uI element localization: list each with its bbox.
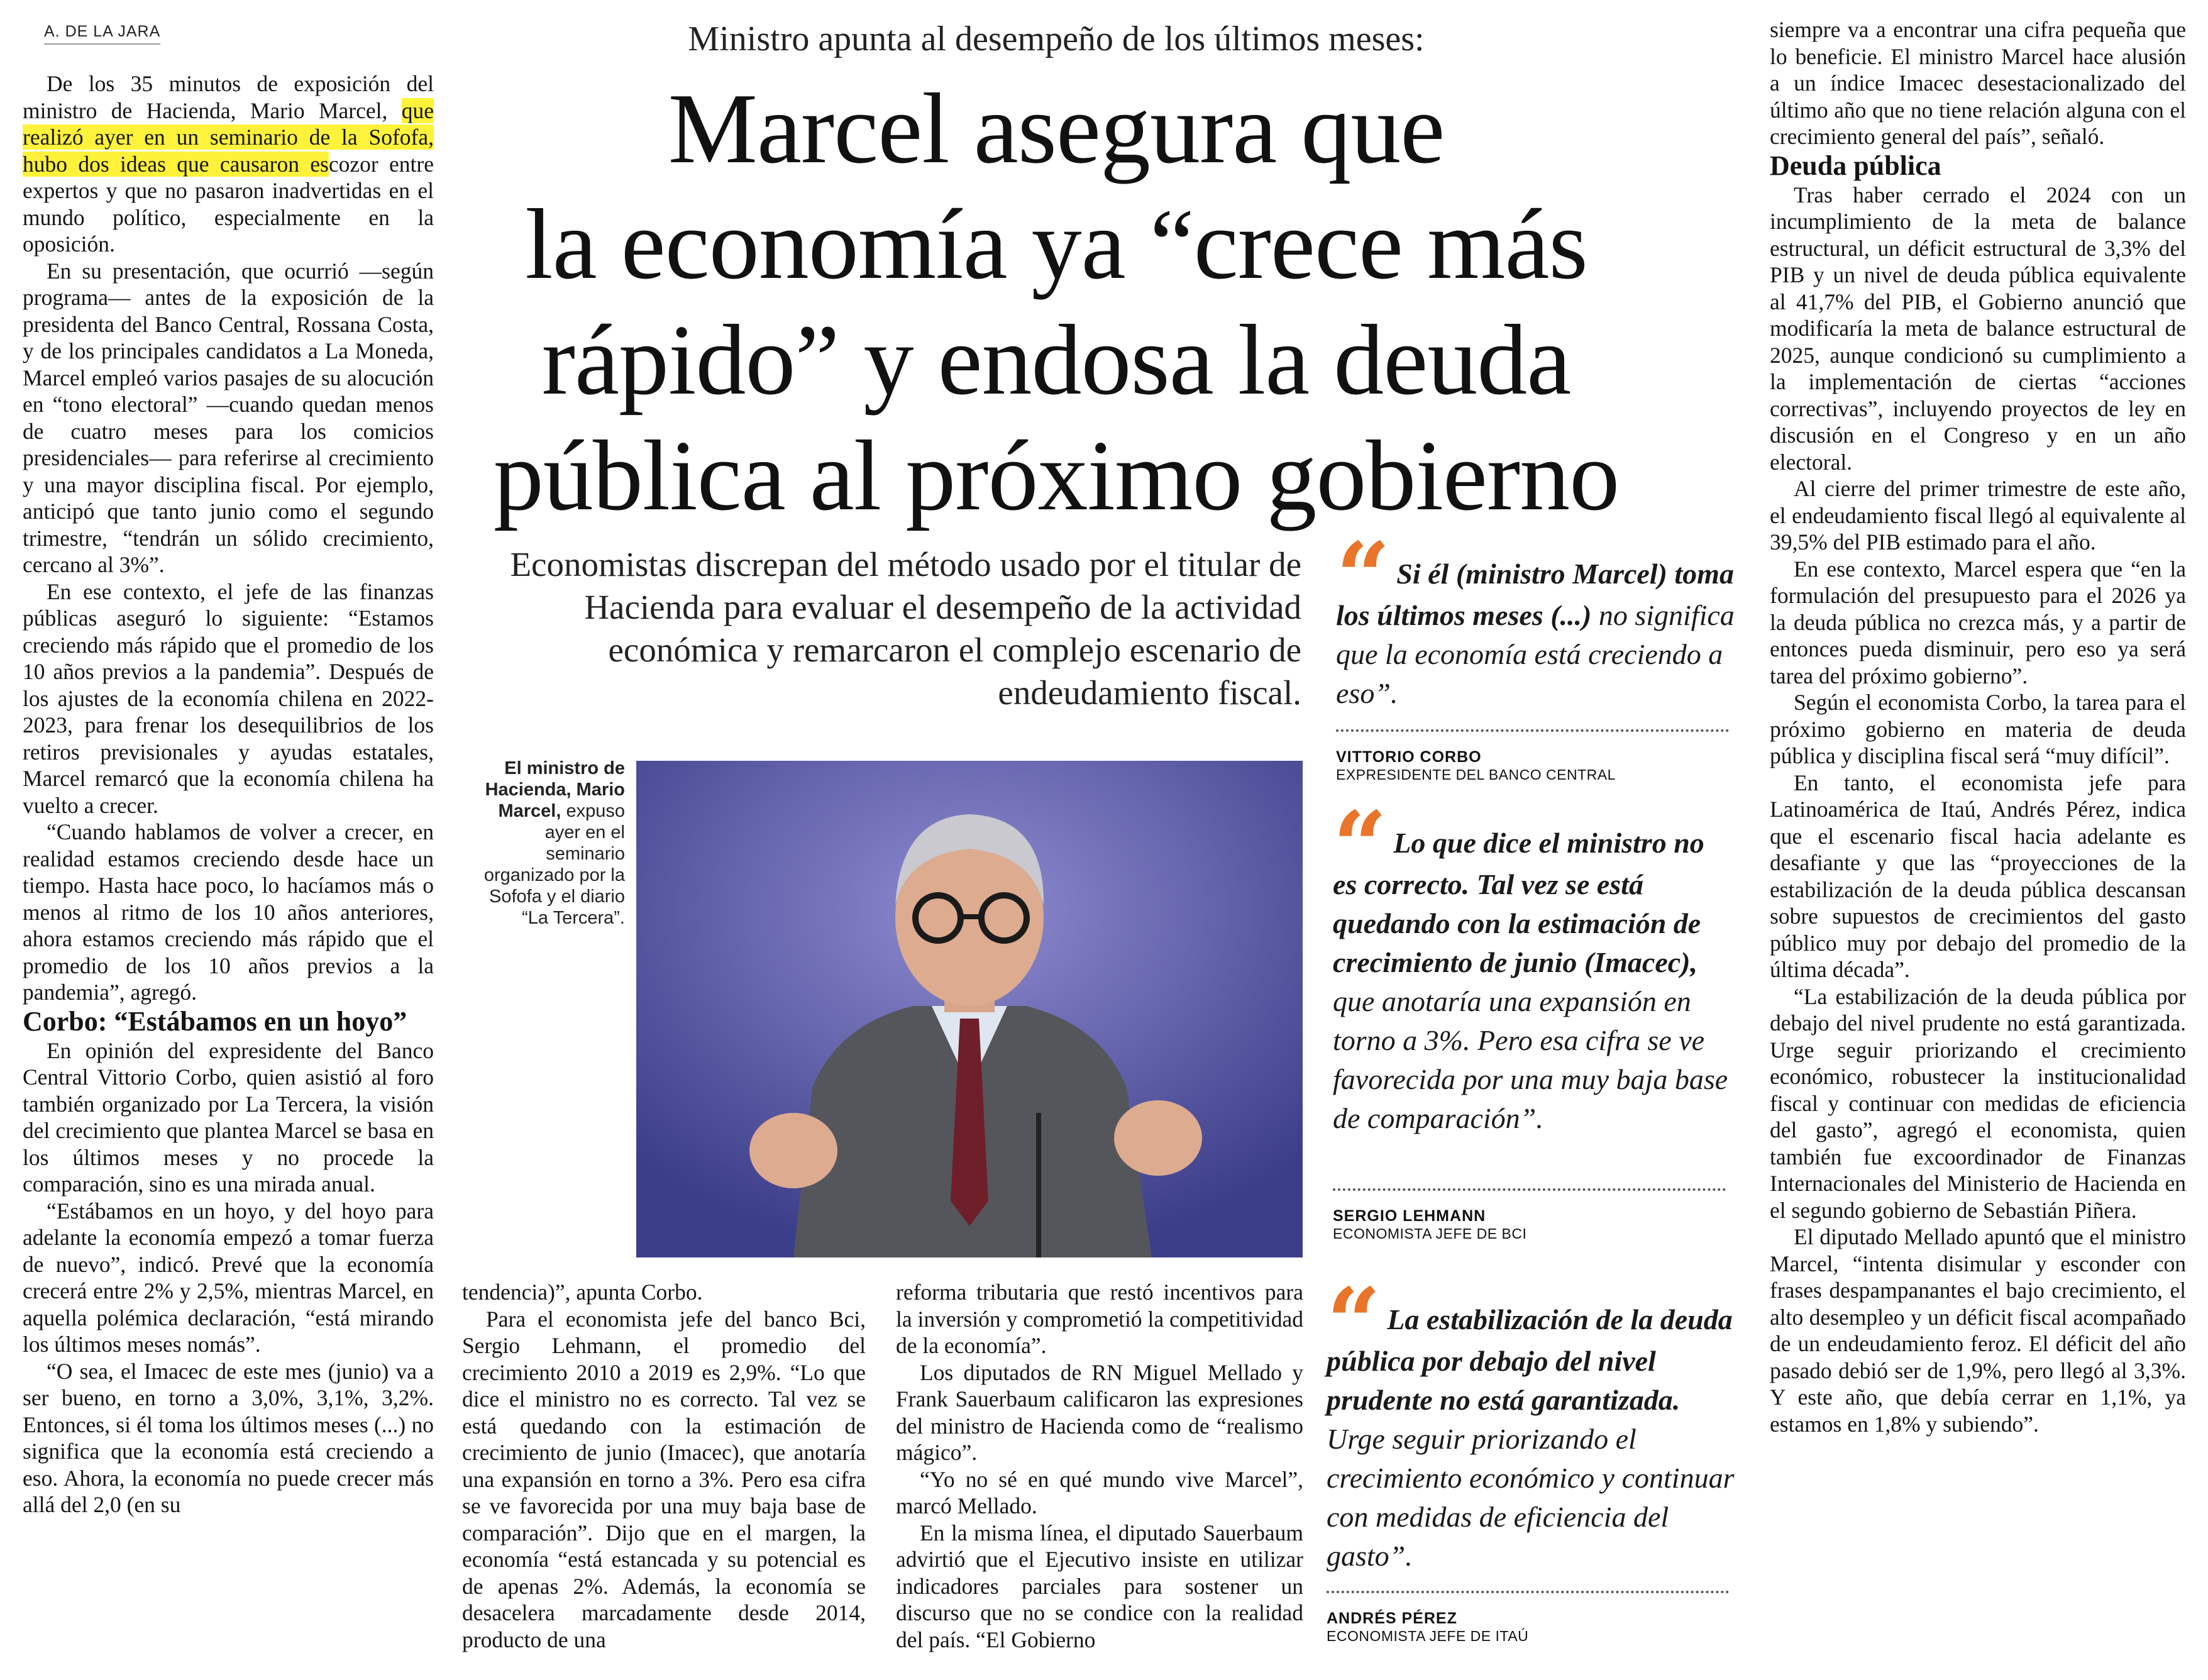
article-column-4 <box>1770 16 2186 1437</box>
deck: Economistas discrepan del método usado por el titular de Hacienda para evaluar el desempeño de la actividad económica y remarcaron el complejo escenario de endeudamiento fiscal. <box>510 545 1301 712</box>
quote-mark-icon: “ <box>1327 1268 1381 1378</box>
quote-attribution <box>1333 1207 1526 1242</box>
paragraph: “Estábamos en un hoyo, y del hoyo para adelante la economía empezó a tomar fuerza de nuevo”, indicó. Prevé que la economía crecerá entre 2% y 2,5%, mientras Marcel, en aquella polémica declaración, “está mirando los últimos meses nomás”. <box>23 1198 434 1357</box>
paragraph: En la misma línea, el diputado Sauerbaum advirtió que el Ejecutivo insiste en utilizar indicadores parciales para sostener un discurso que no se condice con la realidad del país. “El Gobierno <box>896 1520 1303 1652</box>
paragraph: “Yo no sé en qué mundo vive Marcel”, marcó Mellado. <box>896 1466 1303 1518</box>
paragraph: reforma tributaria que restó incentivos para la inversión y comprometió la competitividad de la economía”. <box>896 1279 1303 1358</box>
attribution-name: ANDRÉS PÉREZ <box>1327 1610 1457 1627</box>
attribution-name: SERGIO LEHMANN <box>1333 1207 1486 1225</box>
quote-mark-icon: “ <box>1336 522 1391 633</box>
photo-illustration <box>636 761 1303 1257</box>
pull-quote-corbo: “ Si él (ministro Marcel) toma los últimos meses (...) no significa que la economía está creciendo a eso”. <box>1336 522 1735 709</box>
article-column-3 <box>896 1279 1303 1653</box>
paragraph: siempre va a encontrar una cifra pequeña que lo beneficie. El ministro Marcel hace alusión a un índice Imacec desestacionalizado del último año que no tiene relación alguna con el crecimiento general del país”, señaló. <box>1770 17 2186 149</box>
kicker: Ministro apunta al desempeño de los últimos meses: <box>688 19 1425 58</box>
paragraph: “O sea, el Imacec de este mes (junio) va a ser bueno, en torno a 3,0%, 3,1%, 3,2%. Entonces, si él toma los últimos meses (...) no significa que la economía está creciendo a eso. Ahora, la economía no puede crecer más allá del 2,0 (en su <box>23 1358 434 1517</box>
subheading: Corbo: “Estábamos en un hoyo” <box>23 1005 407 1037</box>
paragraph: “Cuando hablamos de volver a crecer, en realidad estamos creciendo desde hace un tiempo. Hasta hace poco, lo hacíamos más o menos al ritmo de los 10 años anteriores, ahora estamos creciendo más rápido que el promedio de los 10 años previos a la pandemia”, agregó. <box>23 819 434 1005</box>
attribution-role: ECONOMISTA JEFE DE ITAÚ <box>1327 1628 1529 1644</box>
paragraph: En su presentación, que ocurrió —según programa— antes de la exposición de la presidenta del Banco Central, Rossana Costa, y de los principales candidatos a La Moneda, Marcel empleó varios pasajes de su alocución en “tono electoral” —cuando quedan menos de cuatro meses para los comicios presidenciales— para referirse al crecimiento y una mayor disciplina fiscal. Por ejemplo, anticipó que tanto junio como el segundo trimestre, “tendrán un sólido crecimiento, cercano al 3%”. <box>23 258 434 577</box>
photo <box>636 761 1303 1257</box>
article-column-1 <box>23 70 434 1518</box>
paragraph: Para el economista jefe del banco Bci, Sergio Lehmann, el promedio del crecimiento 2010 a 2019 es 2,9%. “Lo que dice el ministro no es correcto. Tal vez se está quedando con la estimación de crecimiento de junio (Imacec), que anotaría una expansión en torno a 3%. Pero esa cifra se ve favorecida por una muy baja base de comparación”. Dijo que en el margen, la economía “está estancada y su potencial es de apenas 2%. Además, la economía se desacelera marcadamente desde 2014, producto de una <box>462 1306 866 1652</box>
attribution-role: EXPRESIDENTE DEL BANCO CENTRAL <box>1336 766 1616 783</box>
headline-line: rápido” y endosa la deuda <box>541 304 1571 416</box>
quote-mark-icon: “ <box>1333 791 1388 902</box>
headline-line: Marcel asegura que <box>668 72 1445 184</box>
highlighted-text: que realizó ayer en un seminario de la Sofofa, hubo dos ideas que causaron es <box>23 97 434 177</box>
paragraph: En ese contexto, el jefe de las finanzas públicas aseguró lo siguiente: “Estamos creciendo más rápido que el promedio de los 10 años previos a la pandemia”. Después de los ajustes de la economía chilena en 2022-2023, para frenar los desequilibrios de los retiros previsionales y ayudas estatales, Marcel remarcó que la economía chilena ha vuelto a crecer. <box>23 578 434 818</box>
divider <box>1327 1591 1729 1593</box>
paragraph: “La estabilización de la deuda pública por debajo del nivel prudente no está garantizada. Urge seguir priorizando el crecimiento económico, robustecer la institucionalidad fiscal y continuar con medidas de eficiencia del gasto”, agregó el economista, quien también fue excoordinador de Finanzas Internacionales del Ministerio de Hacienda en el segundo gobierno de Sebastián Piñera. <box>1770 983 2186 1223</box>
paragraph: Según el economista Corbo, la tarea para el próximo gobierno en materia de deuda pública y disciplina fiscal será “muy difícil”. <box>1770 690 2186 768</box>
paragraph: Los diputados de RN Miguel Mellado y Frank Sauerbaum calificaron las expresiones del ministro de Hacienda como de “realismo mágico”. <box>896 1359 1303 1465</box>
headline-line: la economía ya “crece más <box>525 188 1587 300</box>
paragraph: En tanto, el economista jefe para Latinoamérica de Itaú, Andrés Pérez, indica que el escenario fiscal hacia adelante es desafiante y que las “proyecciones de la estabilización de la deuda pública descansan sobre supuestos de crecimientos del gasto público muy por debajo del promedio de la última década”. <box>1770 770 2186 982</box>
paragraph: Tras haber cerrado el 2024 con un incumplimiento de la meta de balance estructural, un déficit estructural de 3,3% del PIB y un nivel de deuda pública equivalente al 41,7% del PIB, el Gobierno anunció que modificaría la meta de balance estructural de 2025, aunque condicionó su cumplimiento a la implementación de ciertas “acciones correctivas”, incluyendo proyectos de ley en discusión en el Congreso y en un año electoral. <box>1770 182 2186 475</box>
attribution-role: ECONOMISTA JEFE DE BCI <box>1333 1225 1527 1242</box>
byline: A. DE LA JARA <box>44 23 160 45</box>
pull-quote-lehmann: “ Lo que dice el ministro no es correcto. Tal vez se está quedando con la estimación de crecimiento de junio (Imacec), que anotaría una expansión en torno a 3%. Pero esa cifra se ve favorecida por una muy baja base de comparación”. <box>1333 791 1728 1134</box>
paragraph: Al cierre del primer trimestre de este año, el endeudamiento fiscal llegó al equivalente al 39,5% del PIB estimado para el año. <box>1770 476 2186 555</box>
paragraph: En ese contexto, Marcel espera que “en la formulación del presupuesto para el 2026 ya la deuda pública no crezca más, y a partir de entonces pueda disminuir, pero eso ya será tarea del próximo gobierno”. <box>1770 556 2186 688</box>
paragraph: En opinión del expresidente del Banco Central Vittorio Corbo, quien asistió al foro también organizado por La Tercera, la visión del crecimiento que plantea Marcel se basa en los últimos meses y no procede la comparación, sino es una mirada anual. <box>23 1037 434 1196</box>
divider <box>1336 729 1729 732</box>
quote-attribution <box>1327 1610 1528 1645</box>
caption-bold: El ministro de Hacienda, Mario Marcel, <box>485 758 625 821</box>
subheading: Deuda pública <box>1770 150 1941 181</box>
pull-quote-perez: “ La estabilización de la deuda pública por debajo del nivel prudente no está garantizada. Urge seguir priorizando el crecimiento económico y continuar con medidas de eficiencia del gasto”. <box>1327 1268 1735 1572</box>
paragraph: El diputado Mellado apuntó que el ministro Marcel, “intenta disimular y esconder con frases despampanantes el bajo crecimiento, el alto desempleo y un déficit fiscal acompañado de un endeudamiento feroz. El déficit del año pasado debió ser de 1,9%, pero llegó al 3,3%. Y este año, que debía cerrar en 1,1%, ya estamos en 1,8% y subiendo”. <box>1770 1224 2186 1437</box>
paragraph: De los 35 minutos de exposición del ministro de Hacienda, Mario Marcel, que realizó ayer en un seminario de la Sofofa, hubo dos ideas que causaron escozor entre expertos y que no pasaron inadvertidas en el mundo político, especialmente en la oposición. <box>23 71 434 257</box>
attribution-name: VITTORIO CORBO <box>1336 748 1482 766</box>
article-column-2 <box>462 1279 866 1653</box>
headline <box>490 70 1622 533</box>
divider <box>1333 1188 1726 1191</box>
paragraph: tendencia)”, apunta Corbo. <box>462 1279 703 1305</box>
headline-line: pública al próximo gobierno <box>493 419 1620 531</box>
quote-attribution <box>1336 748 1616 783</box>
caption-text: expuso ayer en el seminario organizado por la Sofofa y el diario “La Tercera”. <box>483 801 625 928</box>
photo-caption <box>465 758 625 929</box>
